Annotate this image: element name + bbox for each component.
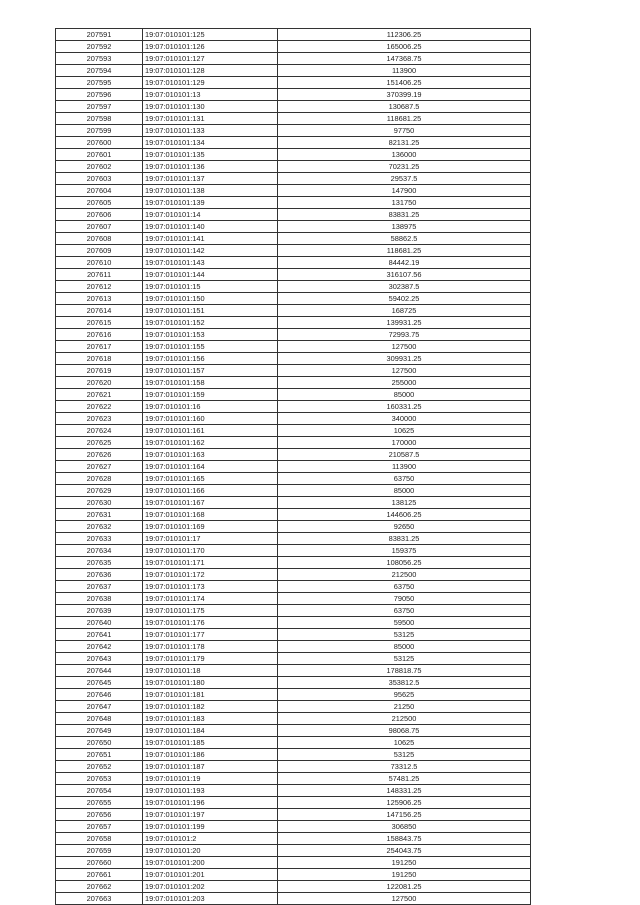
amount-cell: 79050 [278, 593, 531, 605]
cadastral-number-cell: 19:07:010101:201 [143, 869, 278, 881]
record-id-cell: 207602 [56, 161, 143, 173]
cadastral-number-cell: 19:07:010101:136 [143, 161, 278, 173]
amount-cell: 212500 [278, 569, 531, 581]
cadastral-number-cell: 19:07:010101:143 [143, 257, 278, 269]
table-row [56, 773, 531, 785]
table-row [56, 509, 531, 521]
cadastral-number-cell: 19:07:010101:196 [143, 797, 278, 809]
table-row [56, 257, 531, 269]
cadastral-number-cell: 19:07:010101:156 [143, 353, 278, 365]
record-id-cell: 207660 [56, 857, 143, 869]
record-id-cell: 207640 [56, 617, 143, 629]
amount-cell: 85000 [278, 389, 531, 401]
table-row [56, 101, 531, 113]
amount-cell: 309931.25 [278, 353, 531, 365]
amount-cell: 53125 [278, 749, 531, 761]
table-row [56, 89, 531, 101]
cadastral-number-cell: 19:07:010101:176 [143, 617, 278, 629]
amount-cell: 144606.25 [278, 509, 531, 521]
record-id-cell: 207600 [56, 137, 143, 149]
amount-cell: 127500 [278, 893, 531, 905]
cadastral-number-cell: 19:07:010101:200 [143, 857, 278, 869]
record-id-cell: 207603 [56, 173, 143, 185]
amount-cell: 178818.75 [278, 665, 531, 677]
amount-cell: 63750 [278, 581, 531, 593]
cadastral-number-cell: 19:07:010101:180 [143, 677, 278, 689]
record-id-cell: 207630 [56, 497, 143, 509]
amount-cell: 63750 [278, 605, 531, 617]
cadastral-number-cell: 19:07:010101:167 [143, 497, 278, 509]
record-id-cell: 207625 [56, 437, 143, 449]
record-id-cell: 207627 [56, 461, 143, 473]
table-row [56, 365, 531, 377]
record-id-cell: 207636 [56, 569, 143, 581]
table-row [56, 425, 531, 437]
table-row [56, 605, 531, 617]
amount-cell: 83831.25 [278, 209, 531, 221]
table-row [56, 341, 531, 353]
record-id-cell: 207599 [56, 125, 143, 137]
record-id-cell: 207654 [56, 785, 143, 797]
record-id-cell: 207661 [56, 869, 143, 881]
record-id-cell: 207593 [56, 53, 143, 65]
record-id-cell: 207656 [56, 809, 143, 821]
cadastral-number-cell: 19:07:010101:138 [143, 185, 278, 197]
record-id-cell: 207646 [56, 689, 143, 701]
amount-cell: 254043.75 [278, 845, 531, 857]
table-row [56, 869, 531, 881]
amount-cell: 112306.25 [278, 29, 531, 41]
cadastral-number-cell: 19:07:010101:155 [143, 341, 278, 353]
amount-cell: 83831.25 [278, 533, 531, 545]
table-row [56, 485, 531, 497]
cadastral-number-cell: 19:07:010101:170 [143, 545, 278, 557]
table-row [56, 785, 531, 797]
record-id-cell: 207606 [56, 209, 143, 221]
cadastral-number-cell: 19:07:010101:137 [143, 173, 278, 185]
record-id-cell: 207632 [56, 521, 143, 533]
amount-cell: 151406.25 [278, 77, 531, 89]
cadastral-number-cell: 19:07:010101:177 [143, 629, 278, 641]
amount-cell: 82131.25 [278, 137, 531, 149]
table-row [56, 893, 531, 905]
cadastral-number-cell: 19:07:010101:152 [143, 317, 278, 329]
record-id-cell: 207607 [56, 221, 143, 233]
amount-cell: 370399.19 [278, 89, 531, 101]
amount-cell: 98068.75 [278, 725, 531, 737]
record-id-cell: 207644 [56, 665, 143, 677]
amount-cell: 10625 [278, 737, 531, 749]
cadastral-number-cell: 19:07:010101:135 [143, 149, 278, 161]
cadastral-number-cell: 19:07:010101:186 [143, 749, 278, 761]
table-row [56, 329, 531, 341]
record-id-cell: 207631 [56, 509, 143, 521]
record-id-cell: 207619 [56, 365, 143, 377]
record-id-cell: 207647 [56, 701, 143, 713]
record-id-cell: 207655 [56, 797, 143, 809]
table-row [56, 593, 531, 605]
table-row [56, 497, 531, 509]
table-row [56, 185, 531, 197]
cadastral-number-cell: 19:07:010101:160 [143, 413, 278, 425]
cadastral-number-cell: 19:07:010101:18 [143, 665, 278, 677]
cadastral-number-cell: 19:07:010101:197 [143, 809, 278, 821]
record-id-cell: 207629 [56, 485, 143, 497]
amount-cell: 353812.5 [278, 677, 531, 689]
cadastral-number-cell: 19:07:010101:168 [143, 509, 278, 521]
record-id-cell: 207609 [56, 245, 143, 257]
amount-cell: 165006.25 [278, 41, 531, 53]
cadastral-number-cell: 19:07:010101:128 [143, 65, 278, 77]
amount-cell: 127500 [278, 365, 531, 377]
cadastral-number-cell: 19:07:010101:158 [143, 377, 278, 389]
cadastral-number-cell: 19:07:010101:150 [143, 293, 278, 305]
amount-cell: 170000 [278, 437, 531, 449]
cadastral-number-cell: 19:07:010101:163 [143, 449, 278, 461]
table-row [56, 449, 531, 461]
table-row [56, 317, 531, 329]
table-row [56, 125, 531, 137]
cadastral-number-cell: 19:07:010101:125 [143, 29, 278, 41]
amount-cell: 92650 [278, 521, 531, 533]
amount-cell: 212500 [278, 713, 531, 725]
cadastral-number-cell: 19:07:010101:183 [143, 713, 278, 725]
table-row [56, 737, 531, 749]
table-row [56, 149, 531, 161]
amount-cell: 158843.75 [278, 833, 531, 845]
record-id-cell: 207658 [56, 833, 143, 845]
record-id-cell: 207596 [56, 89, 143, 101]
amount-cell: 340000 [278, 413, 531, 425]
table-row [56, 401, 531, 413]
cadastral-number-cell: 19:07:010101:175 [143, 605, 278, 617]
table-row [56, 353, 531, 365]
table-row [56, 833, 531, 845]
record-id-cell: 207611 [56, 269, 143, 281]
table-row [56, 473, 531, 485]
record-id-cell: 207594 [56, 65, 143, 77]
table-row [56, 65, 531, 77]
record-id-cell: 207643 [56, 653, 143, 665]
record-id-cell: 207597 [56, 101, 143, 113]
table-row [56, 197, 531, 209]
cadastral-number-cell: 19:07:010101:131 [143, 113, 278, 125]
record-id-cell: 207652 [56, 761, 143, 773]
amount-cell: 63750 [278, 473, 531, 485]
amount-cell: 191250 [278, 857, 531, 869]
table-row [56, 725, 531, 737]
table-row [56, 581, 531, 593]
table-row [56, 173, 531, 185]
cadastral-number-cell: 19:07:010101:15 [143, 281, 278, 293]
cadastral-number-cell: 19:07:010101:134 [143, 137, 278, 149]
amount-cell: 147368.75 [278, 53, 531, 65]
record-id-cell: 207662 [56, 881, 143, 893]
amount-cell: 160331.25 [278, 401, 531, 413]
cadastral-number-cell: 19:07:010101:130 [143, 101, 278, 113]
cadastral-number-cell: 19:07:010101:17 [143, 533, 278, 545]
amount-cell: 147900 [278, 185, 531, 197]
amount-cell: 113900 [278, 461, 531, 473]
cadastral-number-cell: 19:07:010101:181 [143, 689, 278, 701]
amount-cell: 122081.25 [278, 881, 531, 893]
cadastral-number-cell: 19:07:010101:13 [143, 89, 278, 101]
table-row [56, 293, 531, 305]
amount-cell: 85000 [278, 485, 531, 497]
amount-cell: 138975 [278, 221, 531, 233]
record-id-cell: 207626 [56, 449, 143, 461]
amount-cell: 131750 [278, 197, 531, 209]
table-row [56, 209, 531, 221]
cadastral-number-cell: 19:07:010101:161 [143, 425, 278, 437]
cadastral-number-cell: 19:07:010101:140 [143, 221, 278, 233]
cadastral-number-cell: 19:07:010101:141 [143, 233, 278, 245]
record-id-cell: 207648 [56, 713, 143, 725]
cadastral-number-cell: 19:07:010101:171 [143, 557, 278, 569]
record-id-cell: 207659 [56, 845, 143, 857]
cadastral-number-cell: 19:07:010101:159 [143, 389, 278, 401]
record-id-cell: 207595 [56, 77, 143, 89]
record-id-cell: 207618 [56, 353, 143, 365]
record-id-cell: 207620 [56, 377, 143, 389]
amount-cell: 127500 [278, 341, 531, 353]
cadastral-number-cell: 19:07:010101:166 [143, 485, 278, 497]
table-row [56, 677, 531, 689]
table-row [56, 857, 531, 869]
record-id-cell: 207601 [56, 149, 143, 161]
cadastral-number-cell: 19:07:010101:14 [143, 209, 278, 221]
record-id-cell: 207613 [56, 293, 143, 305]
table-body [56, 29, 531, 905]
table-row [56, 569, 531, 581]
record-id-cell: 207614 [56, 305, 143, 317]
record-id-cell: 207650 [56, 737, 143, 749]
table-row [56, 221, 531, 233]
cadastral-number-cell: 19:07:010101:172 [143, 569, 278, 581]
amount-cell: 302387.5 [278, 281, 531, 293]
record-id-cell: 207641 [56, 629, 143, 641]
amount-cell: 118681.25 [278, 113, 531, 125]
record-id-cell: 207605 [56, 197, 143, 209]
table-row [56, 545, 531, 557]
record-id-cell: 207639 [56, 605, 143, 617]
table-row [56, 713, 531, 725]
cadastral-number-cell: 19:07:010101:199 [143, 821, 278, 833]
cadastral-number-cell: 19:07:010101:179 [143, 653, 278, 665]
cadastral-number-cell: 19:07:010101:162 [143, 437, 278, 449]
cadastral-number-cell: 19:07:010101:2 [143, 833, 278, 845]
amount-cell: 108056.25 [278, 557, 531, 569]
table-row [56, 617, 531, 629]
amount-cell: 138125 [278, 497, 531, 509]
cadastral-number-cell: 19:07:010101:142 [143, 245, 278, 257]
cadastral-number-cell: 19:07:010101:164 [143, 461, 278, 473]
table-row [56, 413, 531, 425]
cadastral-number-cell: 19:07:010101:165 [143, 473, 278, 485]
amount-cell: 29537.5 [278, 173, 531, 185]
record-id-cell: 207649 [56, 725, 143, 737]
amount-cell: 147156.25 [278, 809, 531, 821]
amount-cell: 73312.5 [278, 761, 531, 773]
amount-cell: 130687.5 [278, 101, 531, 113]
amount-cell: 85000 [278, 641, 531, 653]
amount-cell: 316107.56 [278, 269, 531, 281]
record-id-cell: 207623 [56, 413, 143, 425]
cadastral-number-cell: 19:07:010101:19 [143, 773, 278, 785]
record-id-cell: 207645 [56, 677, 143, 689]
amount-cell: 255000 [278, 377, 531, 389]
amount-cell: 53125 [278, 629, 531, 641]
table-row [56, 665, 531, 677]
table-row [56, 77, 531, 89]
record-id-cell: 207604 [56, 185, 143, 197]
cadastral-number-cell: 19:07:010101:202 [143, 881, 278, 893]
cadastral-number-cell: 19:07:010101:178 [143, 641, 278, 653]
cadastral-number-cell: 19:07:010101:153 [143, 329, 278, 341]
table-row [56, 845, 531, 857]
table-row [56, 821, 531, 833]
table-row [56, 377, 531, 389]
cadastral-number-cell: 19:07:010101:184 [143, 725, 278, 737]
cadastral-number-cell: 19:07:010101:144 [143, 269, 278, 281]
amount-cell: 21250 [278, 701, 531, 713]
table-row [56, 245, 531, 257]
table-row [56, 137, 531, 149]
amount-cell: 84442.19 [278, 257, 531, 269]
amount-cell: 53125 [278, 653, 531, 665]
amount-cell: 10625 [278, 425, 531, 437]
record-id-cell: 207663 [56, 893, 143, 905]
table-row [56, 233, 531, 245]
amount-cell: 136000 [278, 149, 531, 161]
record-id-cell: 207635 [56, 557, 143, 569]
cadastral-number-cell: 19:07:010101:185 [143, 737, 278, 749]
table-row [56, 41, 531, 53]
record-id-cell: 207651 [56, 749, 143, 761]
amount-cell: 113900 [278, 65, 531, 77]
cadastral-number-cell: 19:07:010101:187 [143, 761, 278, 773]
record-id-cell: 207598 [56, 113, 143, 125]
record-id-cell: 207591 [56, 29, 143, 41]
cadastral-number-cell: 19:07:010101:16 [143, 401, 278, 413]
table-row [56, 761, 531, 773]
table-row [56, 389, 531, 401]
record-id-cell: 207637 [56, 581, 143, 593]
amount-cell: 118681.25 [278, 245, 531, 257]
table-row [56, 53, 531, 65]
record-id-cell: 207633 [56, 533, 143, 545]
table-row [56, 641, 531, 653]
table-row [56, 701, 531, 713]
table-row [56, 269, 531, 281]
cadastral-number-cell: 19:07:010101:193 [143, 785, 278, 797]
cadastral-number-cell: 19:07:010101:127 [143, 53, 278, 65]
record-id-cell: 207617 [56, 341, 143, 353]
table-row [56, 749, 531, 761]
amount-cell: 148331.25 [278, 785, 531, 797]
record-id-cell: 207615 [56, 317, 143, 329]
table-row [56, 305, 531, 317]
record-id-cell: 207612 [56, 281, 143, 293]
cadastral-number-cell: 19:07:010101:174 [143, 593, 278, 605]
table-row [56, 461, 531, 473]
amount-cell: 159375 [278, 545, 531, 557]
table-row [56, 29, 531, 41]
table-row [56, 653, 531, 665]
record-id-cell: 207608 [56, 233, 143, 245]
amount-cell: 95625 [278, 689, 531, 701]
table-row [56, 161, 531, 173]
cadastral-number-cell: 19:07:010101:157 [143, 365, 278, 377]
amount-cell: 59402.25 [278, 293, 531, 305]
record-id-cell: 207610 [56, 257, 143, 269]
record-id-cell: 207653 [56, 773, 143, 785]
record-id-cell: 207592 [56, 41, 143, 53]
record-id-cell: 207657 [56, 821, 143, 833]
data-table [55, 28, 531, 905]
cadastral-number-cell: 19:07:010101:129 [143, 77, 278, 89]
cadastral-number-cell: 19:07:010101:203 [143, 893, 278, 905]
amount-cell: 58862.5 [278, 233, 531, 245]
amount-cell: 168725 [278, 305, 531, 317]
table-row [56, 113, 531, 125]
table-row [56, 689, 531, 701]
amount-cell: 70231.25 [278, 161, 531, 173]
amount-cell: 139931.25 [278, 317, 531, 329]
record-id-cell: 207624 [56, 425, 143, 437]
table-row [56, 437, 531, 449]
cadastral-number-cell: 19:07:010101:173 [143, 581, 278, 593]
table-row [56, 797, 531, 809]
amount-cell: 191250 [278, 869, 531, 881]
amount-cell: 57481.25 [278, 773, 531, 785]
table-row [56, 533, 531, 545]
cadastral-number-cell: 19:07:010101:169 [143, 521, 278, 533]
table-row [56, 629, 531, 641]
record-id-cell: 207638 [56, 593, 143, 605]
cadastral-number-cell: 19:07:010101:151 [143, 305, 278, 317]
table-row [56, 281, 531, 293]
cadastral-number-cell: 19:07:010101:133 [143, 125, 278, 137]
cadastral-number-cell: 19:07:010101:20 [143, 845, 278, 857]
record-id-cell: 207634 [56, 545, 143, 557]
record-id-cell: 207621 [56, 389, 143, 401]
amount-cell: 210587.5 [278, 449, 531, 461]
record-id-cell: 207622 [56, 401, 143, 413]
amount-cell: 125906.25 [278, 797, 531, 809]
table-row [56, 521, 531, 533]
cadastral-number-cell: 19:07:010101:182 [143, 701, 278, 713]
amount-cell: 72993.75 [278, 329, 531, 341]
table-row [56, 557, 531, 569]
record-id-cell: 207628 [56, 473, 143, 485]
cadastral-number-cell: 19:07:010101:139 [143, 197, 278, 209]
amount-cell: 306850 [278, 821, 531, 833]
record-id-cell: 207616 [56, 329, 143, 341]
table-row [56, 809, 531, 821]
amount-cell: 97750 [278, 125, 531, 137]
amount-cell: 59500 [278, 617, 531, 629]
cadastral-number-cell: 19:07:010101:126 [143, 41, 278, 53]
record-id-cell: 207642 [56, 641, 143, 653]
table-row [56, 881, 531, 893]
